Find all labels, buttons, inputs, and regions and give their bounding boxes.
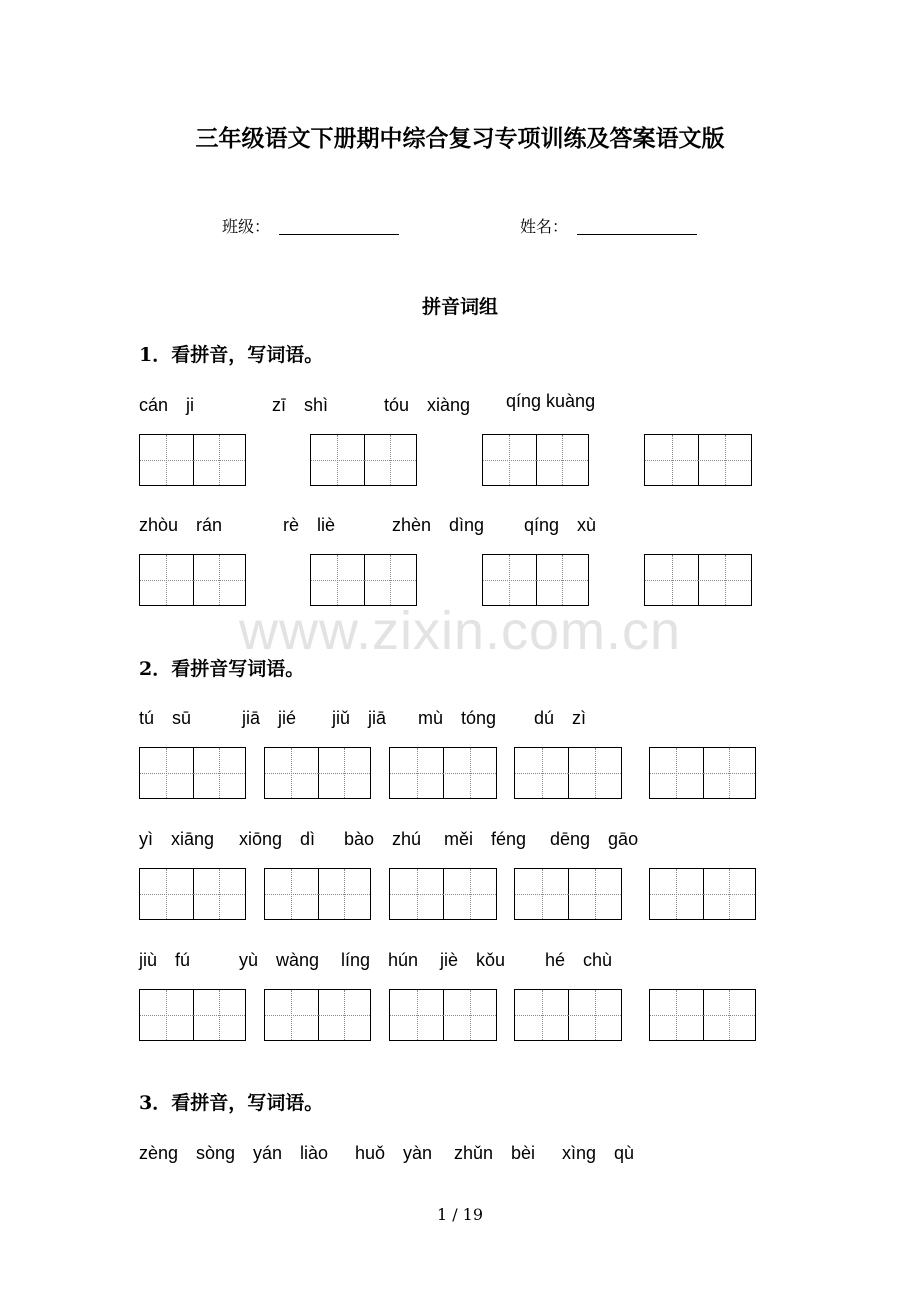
document-title: 三年级语文下册期中综合复习专项训练及答案语文版 <box>195 125 725 152</box>
pinyin-label: zhòu rán <box>139 515 223 535</box>
section-title: 拼音词组 <box>421 296 498 318</box>
writing-box[interactable] <box>389 747 497 799</box>
writing-box[interactable] <box>644 554 752 606</box>
pinyin-label: xìng qù <box>562 1143 635 1163</box>
question-1-title: 1．看拼音，写词语。 <box>139 344 324 366</box>
pinyin-label: xiōng dì <box>239 829 316 849</box>
question-2-title: 2．看拼音写词语。 <box>139 658 305 680</box>
pinyin-label: huǒ yàn <box>355 1143 433 1163</box>
name-label: 姓名： <box>520 217 569 236</box>
writing-box[interactable] <box>482 434 589 486</box>
pinyin-label: mù tóng <box>418 708 497 728</box>
pinyin-label: tú sū <box>139 708 192 728</box>
writing-box[interactable] <box>389 868 497 920</box>
writing-box[interactable] <box>264 747 371 799</box>
watermark: www.zixin.com.cn <box>238 601 682 661</box>
pinyin-label: tóu xiàng <box>384 395 471 415</box>
question-3-title: 3．看拼音，写词语。 <box>139 1092 324 1114</box>
pinyin-label: zhǔn bèi <box>454 1143 536 1163</box>
pinyin-label: zī shì <box>272 395 329 415</box>
writing-box[interactable] <box>264 989 371 1041</box>
pinyin-label: líng hún <box>341 950 419 970</box>
pinyin-label: zhèn dìng <box>392 515 485 535</box>
pinyin-label: jiǔ jiā <box>332 708 387 728</box>
pinyin-label: cán ji <box>139 395 195 415</box>
pinyin-label: jiù fú <box>139 950 191 970</box>
pinyin-label: měi féng <box>444 829 527 849</box>
pinyin-label: jiā jié <box>242 708 297 728</box>
writing-box[interactable] <box>139 989 246 1041</box>
pinyin-label: yán liào <box>253 1143 329 1163</box>
writing-box[interactable] <box>139 434 246 486</box>
writing-box[interactable] <box>514 747 622 799</box>
pinyin-label: yì xiāng <box>139 829 215 849</box>
page-number: 1 / 19 <box>436 1205 484 1224</box>
pinyin-label: rè liè <box>283 515 336 535</box>
pinyin-label: hé chù <box>545 950 613 970</box>
pinyin-label: bào zhú <box>344 829 422 849</box>
writing-box[interactable] <box>264 868 371 920</box>
writing-box[interactable] <box>310 554 417 606</box>
writing-box[interactable] <box>310 434 417 486</box>
name-field[interactable] <box>577 234 697 235</box>
pinyin-label: dēng gāo <box>550 829 639 849</box>
writing-box[interactable] <box>649 747 756 799</box>
class-field[interactable] <box>279 234 399 235</box>
writing-box[interactable] <box>644 434 752 486</box>
writing-box[interactable] <box>514 868 622 920</box>
pinyin-label: qíng xù <box>524 515 597 535</box>
pinyin-label: jiè kǒu <box>440 950 506 970</box>
writing-box[interactable] <box>139 868 246 920</box>
pinyin-label: qíng kuàng <box>506 391 596 411</box>
class-label: 班级： <box>222 217 271 236</box>
pinyin-label: yù wàng <box>239 950 320 970</box>
writing-box[interactable] <box>482 554 589 606</box>
writing-box[interactable] <box>649 868 756 920</box>
writing-box[interactable] <box>649 989 756 1041</box>
writing-box[interactable] <box>139 554 246 606</box>
writing-box[interactable] <box>139 747 246 799</box>
pinyin-label: zèng sòng <box>139 1143 236 1163</box>
pinyin-label: dú zì <box>534 708 587 728</box>
writing-box[interactable] <box>389 989 497 1041</box>
writing-box[interactable] <box>514 989 622 1041</box>
